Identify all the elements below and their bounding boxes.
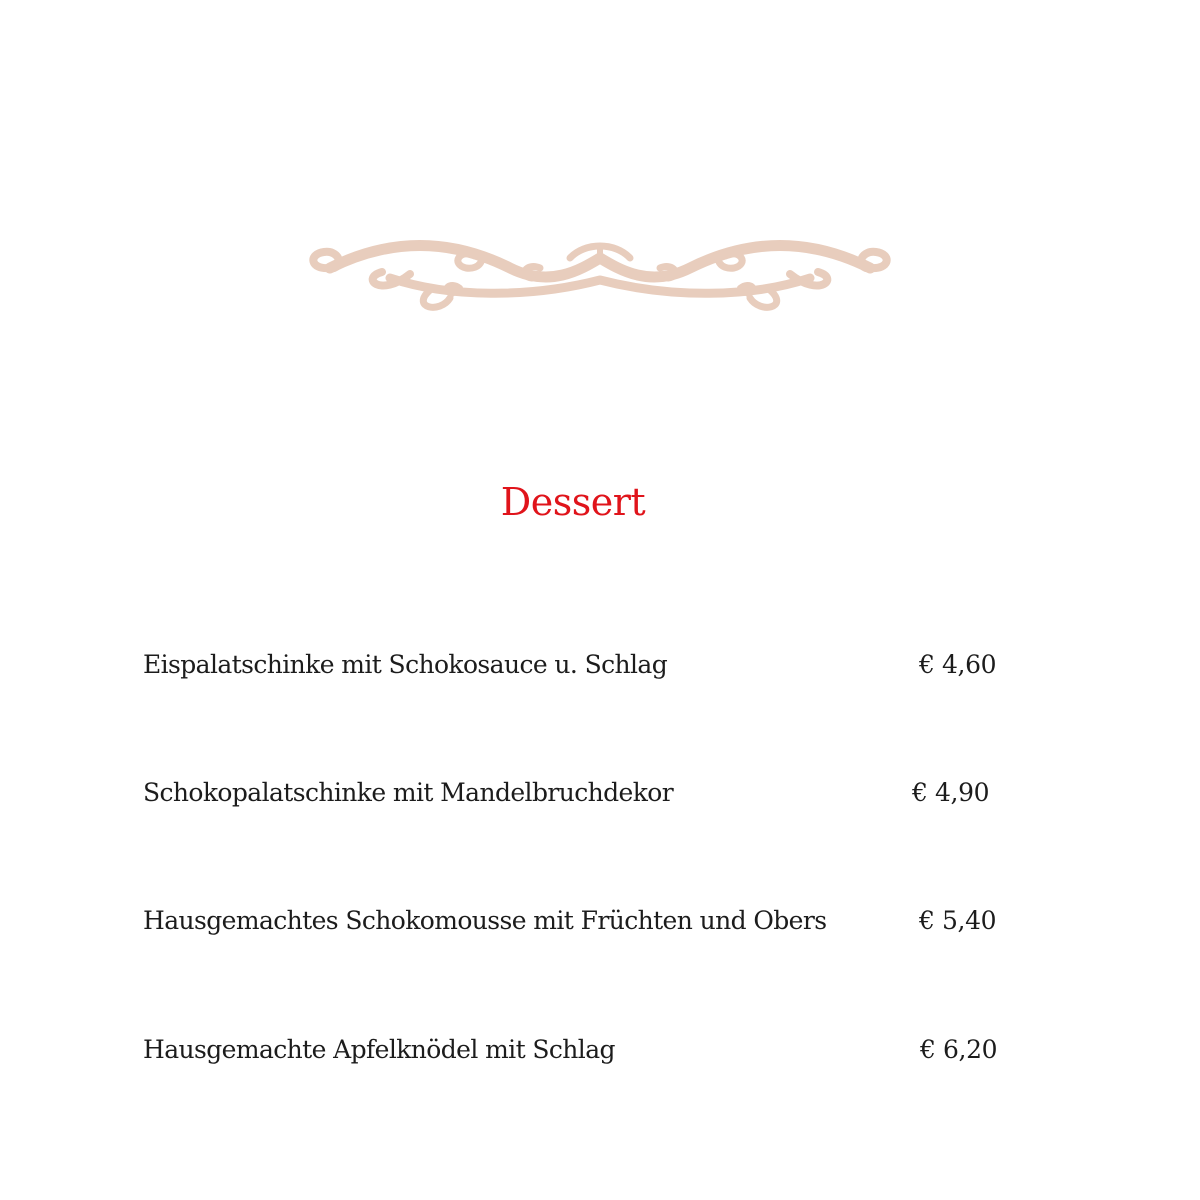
- menu-item-price: € 5,40: [919, 906, 997, 935]
- menu-item: [0, 645, 1200, 685]
- menu-section-title: Dessert: [500, 480, 646, 524]
- menu-item-name: Hausgemachtes Schokomousse mit Früchten und Obers: [143, 906, 827, 935]
- menu-item: [0, 773, 1200, 813]
- menu-item-price: € 6,20: [920, 1035, 998, 1064]
- menu-item-name: Schokopalatschinke mit Mandelbruchdekor: [143, 778, 674, 807]
- menu-item-name: Eispalatschinke mit Schokosauce u. Schlag: [143, 650, 668, 679]
- menu-item-price: € 4,60: [919, 650, 997, 679]
- menu-item: [0, 901, 1200, 941]
- scroll-ornament-icon: [300, 228, 900, 312]
- menu-item: [0, 1030, 1200, 1070]
- menu-item-price: € 4,90: [912, 778, 990, 807]
- menu-item-name: Hausgemachte Apfelknödel mit Schlag: [143, 1035, 615, 1064]
